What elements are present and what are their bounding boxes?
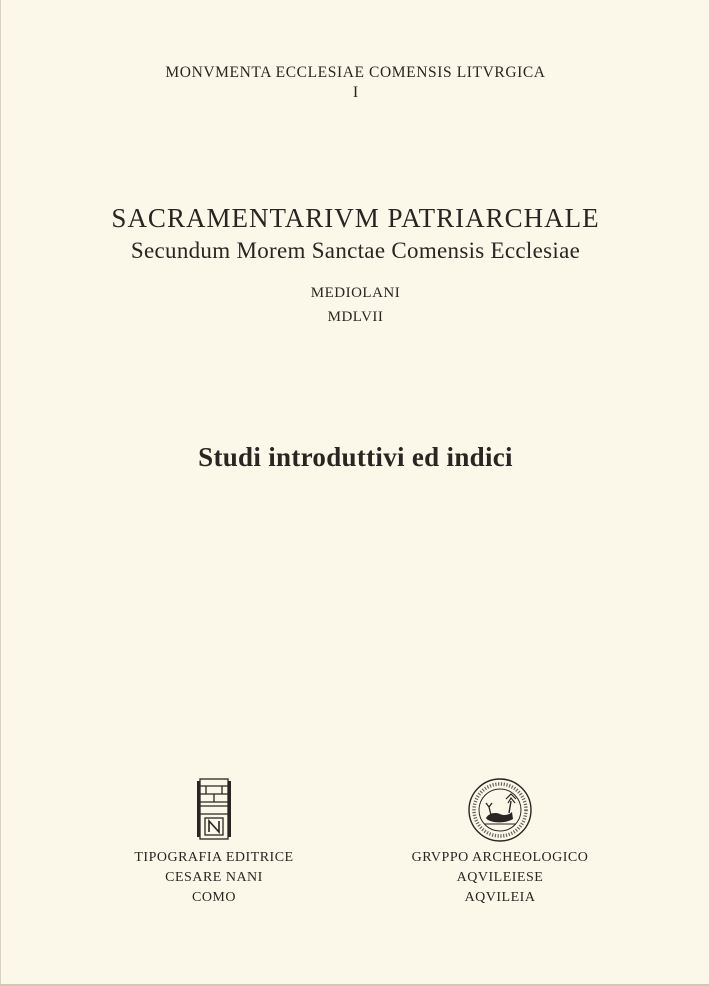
book-subtitle: Secundum Morem Sanctae Comensis Ecclesiae [130,238,581,263]
book-title: SACRAMENTARIVM PATRIARCHALE [111,203,600,233]
publisher-left-name-2: CESARE NANI [165,870,263,885]
publisher-left [101,848,327,908]
publisher-right-name: GRVPPO ARCHEOLOGICO [411,850,589,865]
publisher-right-city: AQVILEIA [464,890,536,905]
volume-subtitle: Studi introduttivi ed indici [198,442,513,472]
publisher-left-name: TIPOGRAFIA EDITRICE [134,850,294,865]
volume-number: I [352,84,359,101]
publisher-right [386,848,614,908]
publisher-right-name-2: AQVILEIESE [456,870,544,885]
publication-year: MDLVII [327,309,384,325]
publication-place: MEDIOLANI [310,285,401,301]
series-title: MONVMENTA ECCLESIAE COMENSIS LITVRGICA [165,64,546,81]
printing-press-icon [196,778,232,840]
publisher-left-city: COMO [191,890,236,905]
archaeological-seal-icon [467,777,533,843]
